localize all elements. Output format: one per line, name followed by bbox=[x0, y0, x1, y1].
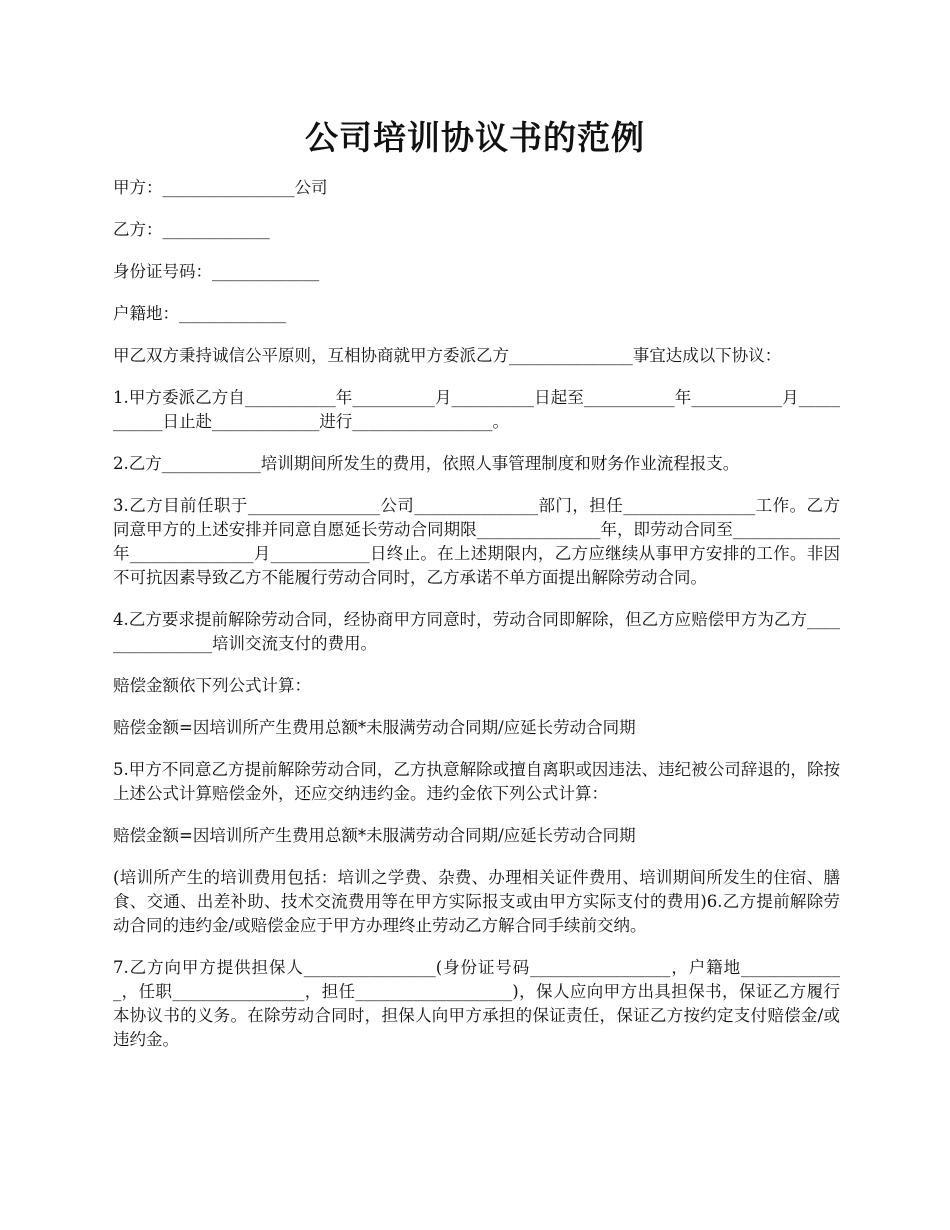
id-number-line: 身份证号码：_____________ bbox=[113, 262, 320, 281]
clause-2: 2.乙方____________培训期间所发生的费用，依照人事管理制度和财务作业流程报支。 bbox=[113, 454, 740, 473]
training-cost-note-and-clause-6: (培训所产生的培训费用包括：培训之学费、杂费、办理相关证件费用、培训期间所发生的住宿、膳食、交通、出差补助、技术交流费用等在甲方实际报支或由甲方实际支付的费用)6.乙方提前解除劳动合同的违约金/或赔偿金应于甲方办理终止劳动乙方解合同手续前交纳。 bbox=[113, 868, 840, 935]
clause-4: 4.乙方要求提前解除劳动合同，经协商甲方同意时，劳动合同即解除，但乙方应赔偿甲方为乙方________________培训交流支付的费用。 bbox=[113, 610, 840, 653]
preamble-paragraph: 甲乙双方秉持诚信公平原则，互相协商就甲方委派乙方_______________事宜达成以下协议： bbox=[113, 346, 782, 365]
party-a-line: 甲方：________________公司 bbox=[113, 178, 328, 197]
clause-3: 3.乙方目前任职于________________公司_______________部门，担任________________工作。乙方同意甲方的上述安排并同意自愿延长劳动合同期限_______________年，即劳动合同至_____________年_______________月____________日终止。在上述期限内，乙方应继续从事甲方安排的工作。非因不可抗因素导致乙方不能履行劳动合同时，乙方承诺不单方面提出解除劳动合同。 bbox=[113, 496, 840, 587]
formula-intro: 赔偿金额依下列公式计算： bbox=[113, 676, 311, 695]
clause-1: 1.甲方委派乙方自___________年__________月__________日起至___________年___________月___________日止赴_____________进行_________________。 bbox=[113, 388, 840, 431]
clause-7: 7.乙方向甲方提供担保人________________(身份证号码_________________，户籍地_____________，任职________________，担任___________________)，保人应向甲方出具担保书，保证乙方履行本协议书的义务。在除劳动合同时，担保人向甲方承担的保证责任，保证乙方按约定支付赔偿金/或违约金。 bbox=[113, 958, 840, 1049]
compensation-formula-2: 赔偿金额=因培训所产生费用总额*未服满劳动合同期/应延长劳动合同期 bbox=[113, 826, 636, 845]
household-registration-line: 户籍地：_____________ bbox=[113, 304, 287, 323]
document-title: 公司培训协议书的范例 bbox=[305, 118, 645, 157]
document-body bbox=[113, 176, 840, 1070]
clause-5: 5.甲方不同意乙方提前解除劳动合同，乙方执意解除或擅自离职或因违法、违纪被公司辞退的，除按上述公式计算赔偿金外，还应交纳违约金。违约金依下列公式计算： bbox=[113, 760, 840, 803]
compensation-formula-1: 赔偿金额=因培训所产生费用总额*未服满劳动合同期/应延长劳动合同期 bbox=[113, 718, 636, 737]
party-b-line: 乙方：_____________ bbox=[113, 220, 270, 239]
